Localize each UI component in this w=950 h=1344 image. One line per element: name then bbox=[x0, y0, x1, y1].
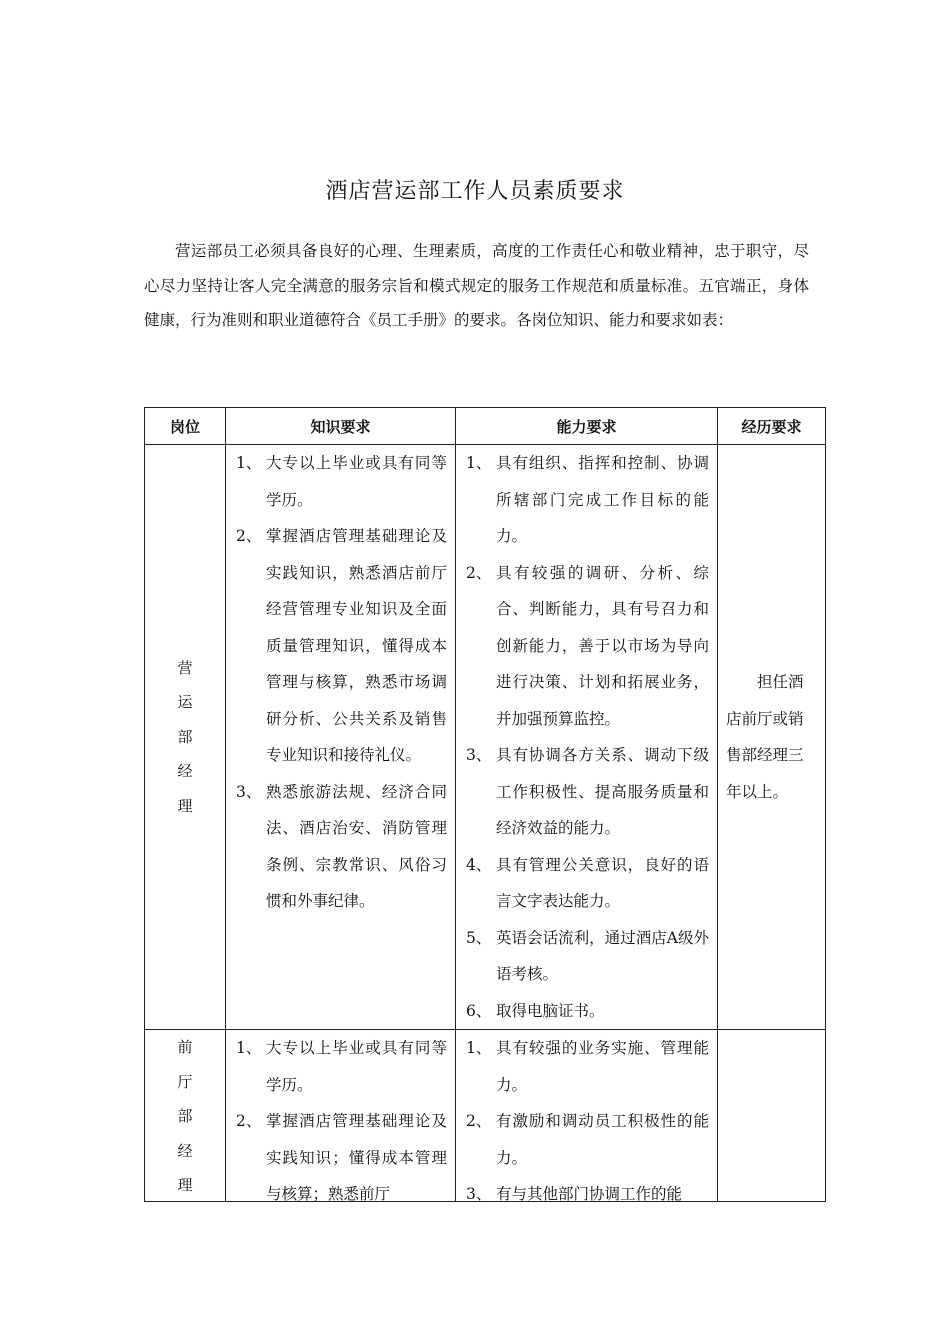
ability-cell bbox=[456, 445, 718, 1030]
list-item: 3、 熟悉旅游法规、经济合同法、酒店治安、消防管理条例、宗教常识、风俗习惯和外事纪律。 bbox=[236, 782, 447, 910]
header-ability: 能力要求 bbox=[456, 408, 718, 445]
knowledge-cell bbox=[226, 445, 456, 1030]
list-item: 1、 具有较强的业务实施、管理能力。 bbox=[466, 1039, 709, 1094]
header-position: 岗位 bbox=[145, 408, 226, 445]
list-item: 2、 掌握酒店管理基础理论及实践知识；懂得成本管理与核算；熟悉前厅 bbox=[236, 1112, 447, 1201]
position-cell bbox=[145, 445, 226, 1030]
position-label: 前厅部经理 bbox=[177, 1038, 193, 1194]
list-item: 1、 大专以上毕业或具有同等学历。 bbox=[236, 1039, 447, 1094]
experience-cell bbox=[718, 1030, 826, 1202]
list-item: 6、 取得电脑证书。 bbox=[466, 1001, 605, 1020]
list-item: 1、 大专以上毕业或具有同等学历。 bbox=[236, 454, 447, 509]
header-experience: 经历要求 bbox=[718, 408, 826, 445]
table-row bbox=[145, 1030, 826, 1202]
list-item: 4、 具有管理公关意识，良好的语言文字表达能力。 bbox=[466, 855, 709, 910]
table-row bbox=[145, 445, 826, 1030]
list-item: 3、 具有协调各方关系、调动下级工作积极性、提高服务质量和经济效益的能力。 bbox=[466, 746, 709, 837]
experience-text: 担任酒店前厅或销售部经理三年以上。 bbox=[726, 673, 804, 801]
intro-paragraph: 营运部员工必须具备良好的心理、生理素质，高度的工作责任心和敬业精神，忠于职守，尽心尽力坚持让客人完全满意的服务宗旨和模式规定的服务工作规范和质量标准。五官端正，身体健康，行为准则和职业道德符合《员工手册》的要求。各岗位知识、能力和要求如表： bbox=[144, 242, 809, 329]
header-knowledge: 知识要求 bbox=[226, 408, 456, 445]
list-item: 2、 掌握酒店管理基础理论及实践知识，熟悉酒店前厅经营管理专业知识及全面质量管理知识，懂得成本管理与核算，熟悉市场调研分析、公共关系及销售专业知识和接待礼仪。 bbox=[236, 527, 447, 764]
list-item: 2、 有激励和调动员工积极性的能力。 bbox=[466, 1112, 709, 1167]
list-item: 1、 具有组织、指挥和控制、协调所辖部门完成工作目标的能力。 bbox=[466, 454, 709, 545]
list-item: 5、 英语会话流利，通过酒店A级外语考核。 bbox=[466, 928, 709, 983]
requirements-table bbox=[144, 407, 826, 1202]
position-cell bbox=[145, 1030, 226, 1202]
table-header-row bbox=[145, 408, 826, 445]
experience-cell bbox=[718, 445, 826, 1030]
list-item: 2、 具有较强的调研、分析、综合、判断能力，具有号召力和创新能力，善于以市场为导向进行决策、计划和拓展业务，并加强预算监控。 bbox=[466, 563, 709, 728]
list-item: 3、 有与其他部门协调工作的能 bbox=[466, 1185, 683, 1201]
ability-cell bbox=[456, 1030, 718, 1202]
position-label: 营运部经理 bbox=[177, 658, 193, 815]
page-title: 酒店营运部工作人员素质要求 bbox=[325, 179, 625, 204]
knowledge-cell bbox=[226, 1030, 456, 1202]
